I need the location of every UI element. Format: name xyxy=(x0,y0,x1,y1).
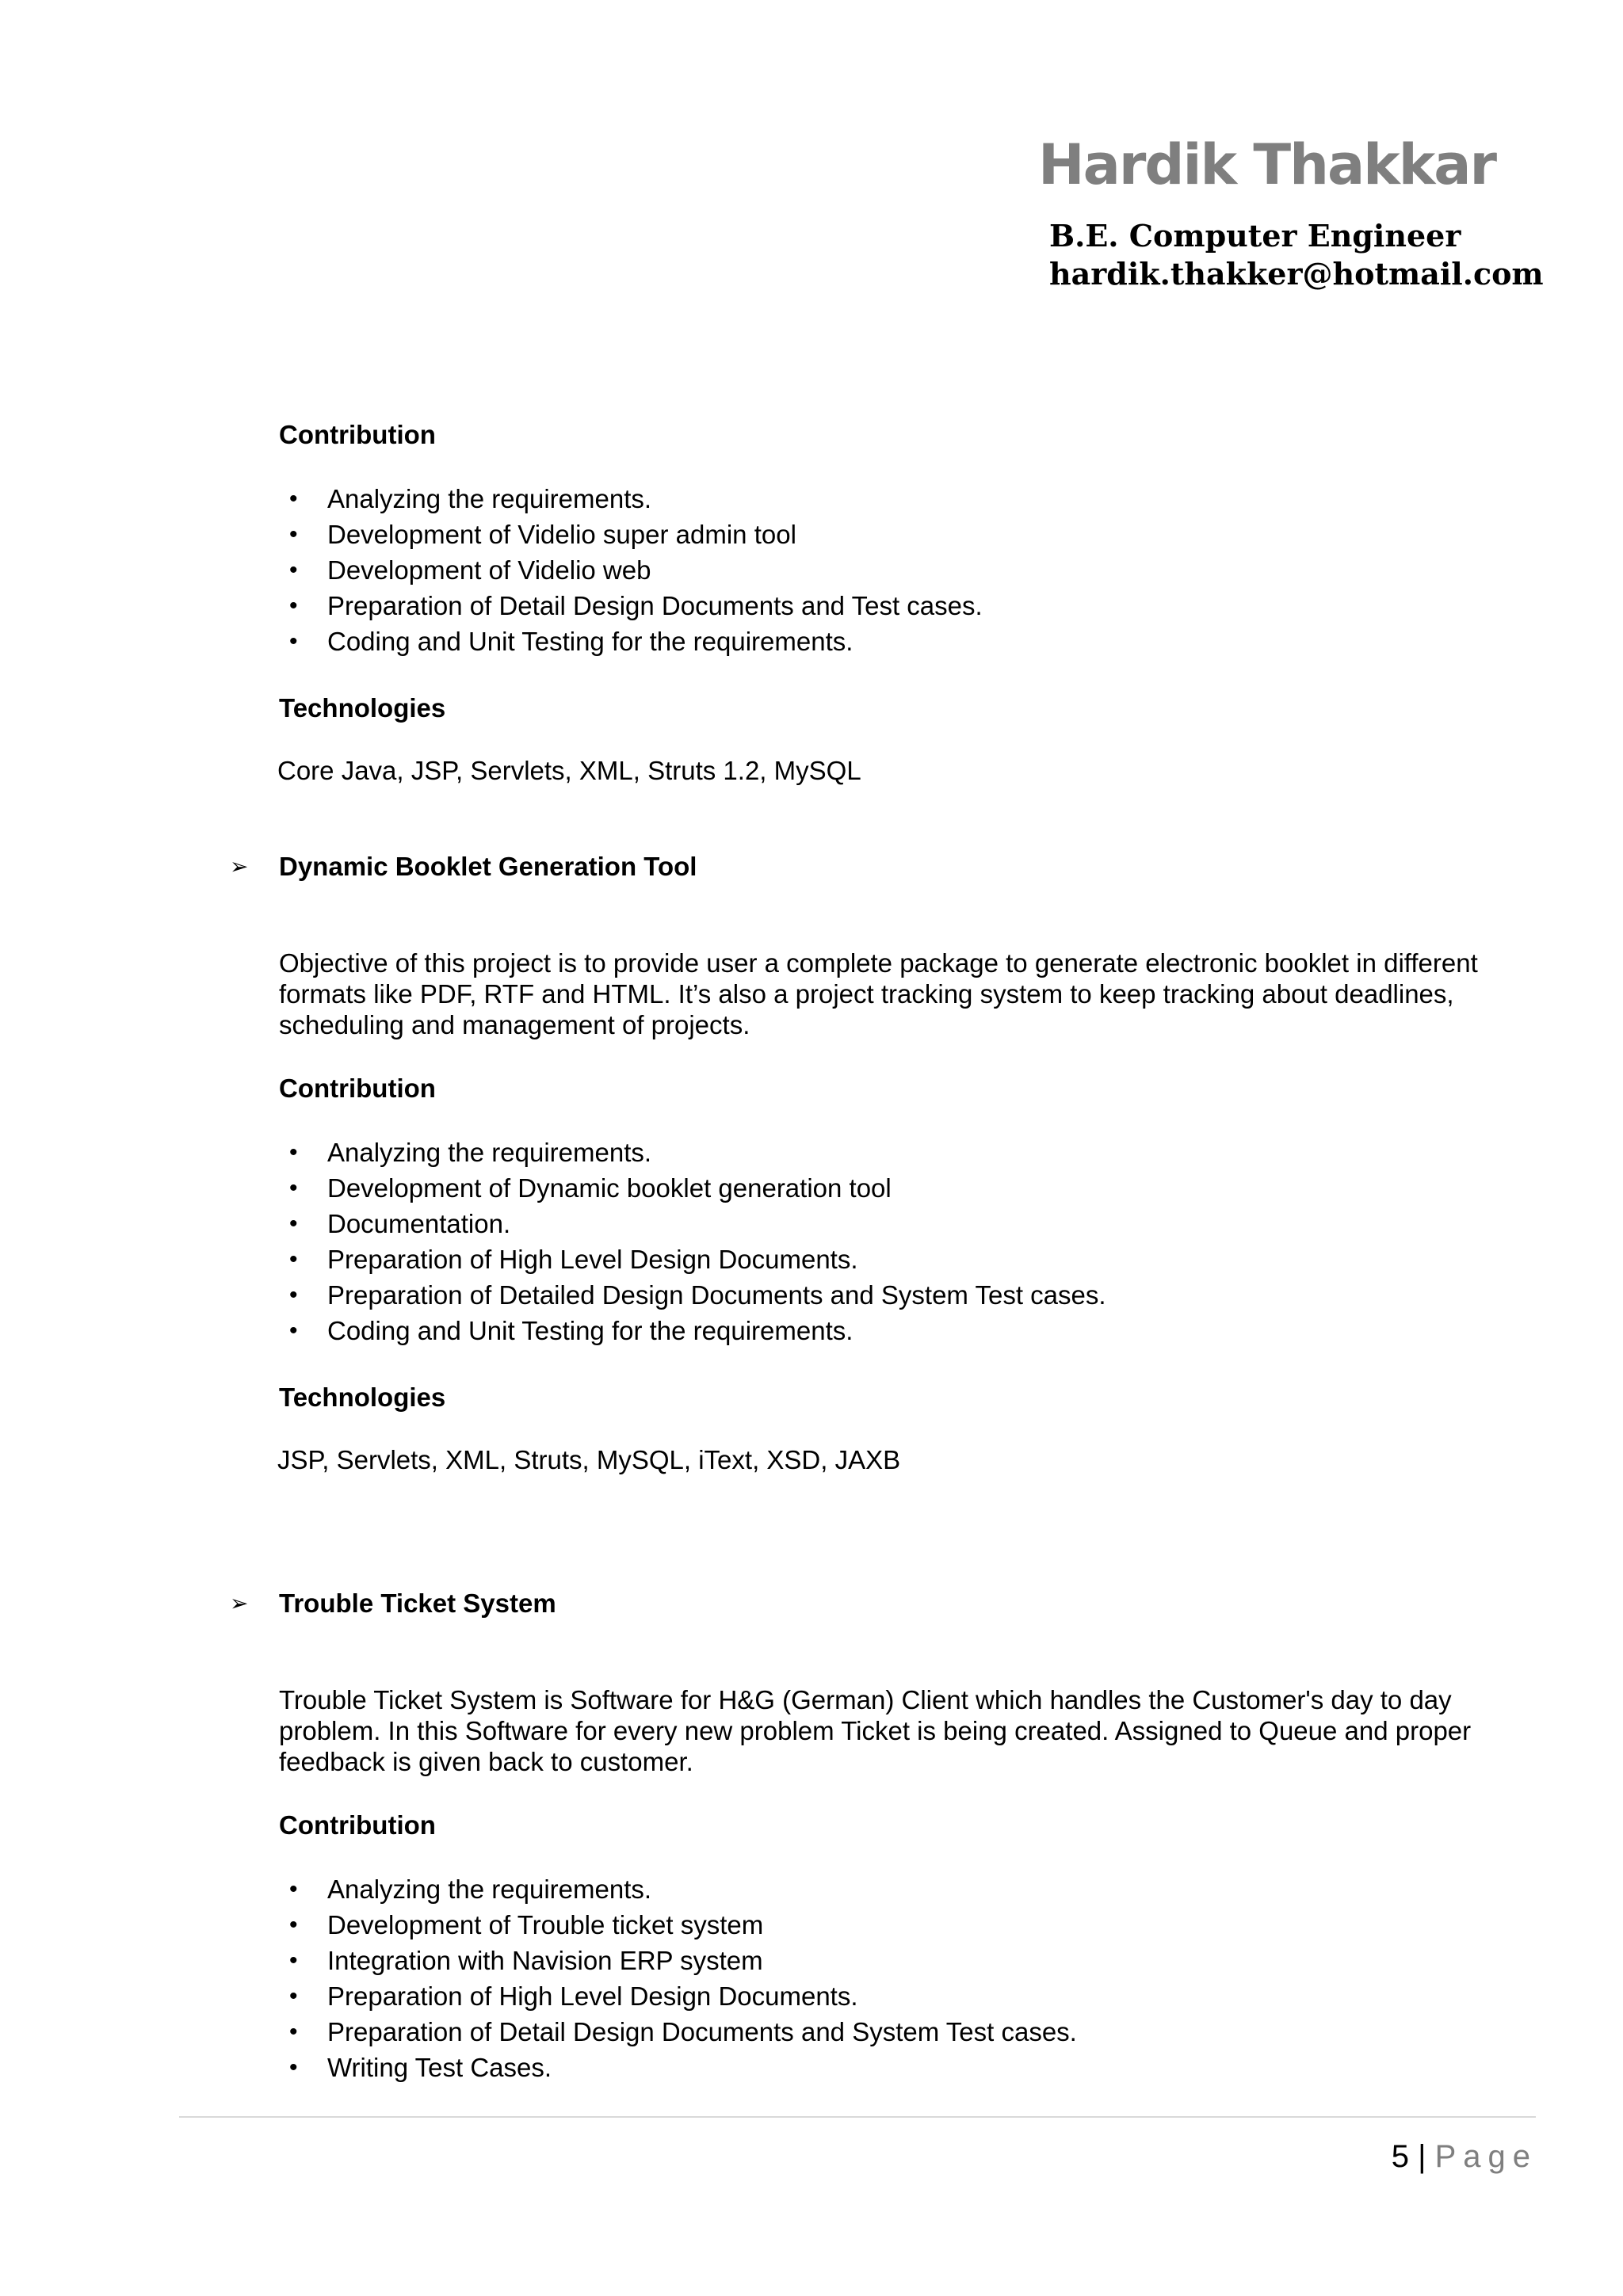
bullet-icon: • xyxy=(289,628,298,654)
page-footer xyxy=(1392,2139,1537,2175)
list-item: • Preparation of Detail Design Documents and Test cases. xyxy=(289,588,983,624)
bullet-icon: • xyxy=(289,1876,298,1902)
list-item: • Analyzing the requirements. xyxy=(289,1135,1106,1170)
list-item: • Preparation of High Level Design Documents. xyxy=(289,1978,1077,2014)
bullet-icon: • xyxy=(289,2054,298,2081)
bullet-icon: • xyxy=(289,557,298,583)
bullet-icon: • xyxy=(289,1246,298,1272)
list-item: • Development of Trouble ticket system xyxy=(289,1907,1077,1943)
contribution-heading: Contribution xyxy=(279,1810,436,1840)
bullet-icon: • xyxy=(289,1175,298,1201)
page-number: 5 xyxy=(1391,2139,1409,2174)
email-line: hardik.thakker@hotmail.com xyxy=(1049,256,1544,292)
bullet-icon: • xyxy=(289,1139,298,1165)
bullet-icon: • xyxy=(289,593,298,619)
list-item: • Writing Test Cases. xyxy=(289,2050,1077,2085)
bullet-icon: • xyxy=(289,486,298,512)
bullet-icon: • xyxy=(289,1912,298,1938)
arrow-bullet-icon: ➢ xyxy=(230,1591,249,1615)
contribution-heading: Contribution xyxy=(279,420,436,449)
resume-header xyxy=(1038,133,1593,293)
list-item: • Development of Dynamic booklet generation tool xyxy=(289,1170,1106,1206)
list-item: • Analyzing the requirements. xyxy=(289,1871,1077,1907)
footer-divider xyxy=(179,2116,1536,2118)
bullet-icon: • xyxy=(289,1211,298,1237)
list-item: • Preparation of Detail Design Documents and System Test cases. xyxy=(289,2014,1077,2050)
contribution-list xyxy=(289,1135,1106,1348)
list-item: • Analyzing the requirements. xyxy=(289,481,983,517)
contribution-list xyxy=(289,1871,1077,2085)
arrow-bullet-icon: ➢ xyxy=(230,854,249,879)
list-item: • Coding and Unit Testing for the requirements. xyxy=(289,624,983,659)
list-item: • Preparation of Detailed Design Documents and System Test cases. xyxy=(289,1277,1106,1313)
project-description: Trouble Ticket System is Software for H&G (German) Client which handles the Customer's day to day problem. In this Software for every new problem Ticket is being created. Assigned to Queue and proper feedback is given back to customer. xyxy=(279,1685,1472,1776)
page-label: Page xyxy=(1434,2139,1537,2174)
technologies-text: JSP, Servlets, XML, Struts, MySQL, iText, XSD, JAXB xyxy=(277,1445,901,1474)
page-separator: | xyxy=(1418,2139,1426,2174)
list-item: • Documentation. xyxy=(289,1206,1106,1241)
list-item: • Development of Videlio web xyxy=(289,552,983,588)
technologies-heading: Technologies xyxy=(279,693,446,723)
project-description: Objective of this project is to provide user a complete package to generate electronic booklet in different formats like PDF, RTF and HTML. It’s also a project tracking system to keep tracking about deadlines, scheduling and management of projects. xyxy=(279,948,1478,1039)
list-item: • Coding and Unit Testing for the requirements. xyxy=(289,1313,1106,1348)
candidate-name: Hardik Thakkar xyxy=(1038,132,1496,197)
technologies-text: Core Java, JSP, Servlets, XML, Struts 1.2, MySQL xyxy=(277,756,861,785)
list-item: • Integration with Navision ERP system xyxy=(289,1943,1077,1978)
bullet-icon: • xyxy=(289,1983,298,2009)
bullet-icon: • xyxy=(289,1947,298,1974)
degree-line: B.E. Computer Engineer xyxy=(1049,218,1461,254)
list-item: • Development of Videlio super admin tool xyxy=(289,517,983,552)
contribution-list xyxy=(289,481,983,659)
list-item: • Preparation of High Level Design Documents. xyxy=(289,1241,1106,1277)
bullet-icon: • xyxy=(289,2019,298,2045)
bullet-icon: • xyxy=(289,1318,298,1344)
technologies-heading: Technologies xyxy=(279,1383,446,1412)
bullet-icon: • xyxy=(289,521,298,547)
contribution-heading: Contribution xyxy=(279,1074,436,1103)
bullet-icon: • xyxy=(289,1282,298,1308)
